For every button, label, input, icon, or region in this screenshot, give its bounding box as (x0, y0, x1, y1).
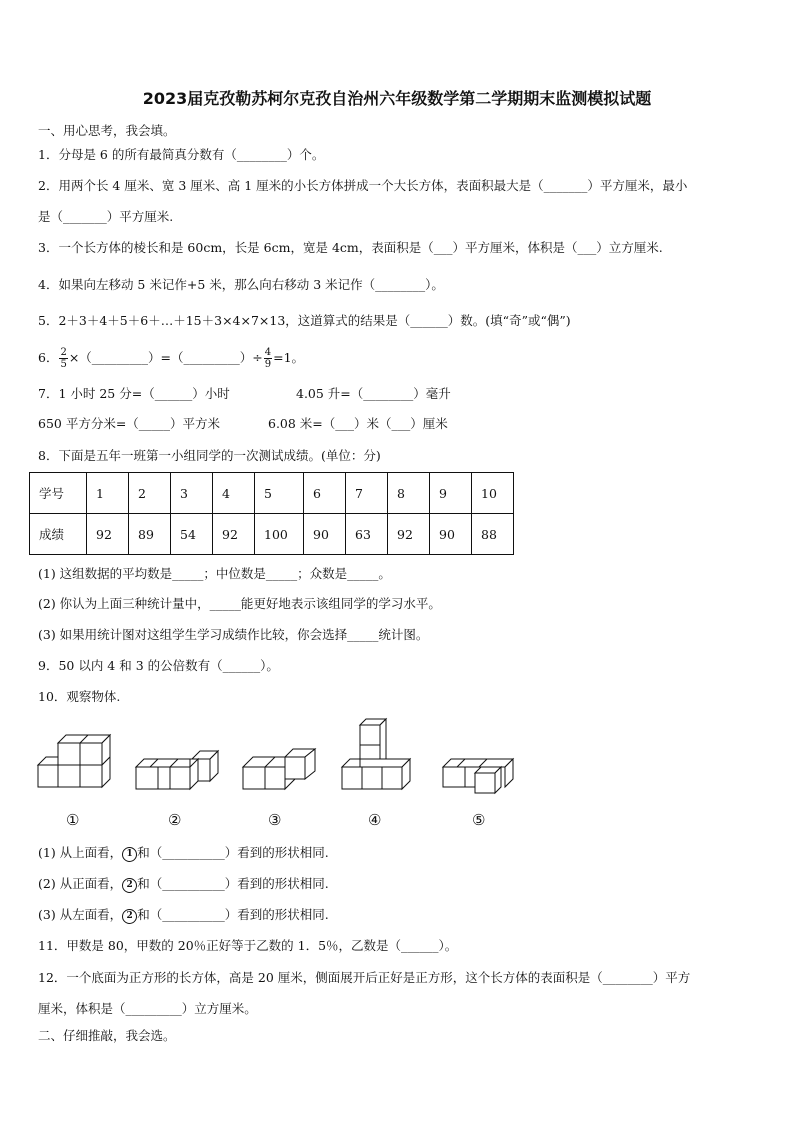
question-8-part-2: (2) 你认为上面三种统计量中，_____能更好地表示该组同学的学习水平。 (38, 596, 441, 611)
question-6-prefix: 6． (38, 350, 59, 365)
question-10-part-2 (38, 876, 329, 893)
table-cell: 3 (171, 473, 213, 514)
fraction-denominator: 5 (60, 359, 67, 370)
table-cell: 5 (255, 473, 304, 514)
question-7-line-2b: 6.08 米=（___）米（___）厘米 (268, 416, 448, 431)
table-cell: 9 (430, 473, 472, 514)
table-cell: 8 (388, 473, 430, 514)
cube-figure-2 (134, 715, 220, 795)
question-10-part-3 (38, 907, 329, 924)
cube-figure-5 (441, 715, 517, 795)
question-10-part-1-prefix: (1) 从上面看， (38, 845, 123, 860)
table-header-cell: 学号 (30, 473, 87, 514)
circled-number: 1 (122, 847, 137, 862)
question-11: 11．甲数是 80，甲数的 20％正好等于乙数的 1．5％，乙数是（______）。 (38, 938, 458, 953)
question-8-part-3: (3) 如果用统计图对这组学生学习成绩作比较，你会选择_____统计图。 (38, 627, 429, 642)
question-3: 3．一个长方体的棱长和是 60cm，长是 6cm，宽是 4cm，表面积是（___）平方厘米，体积是（___）立方厘米. (38, 240, 663, 255)
question-6-middle: ×（_________）=（_________）÷ (68, 350, 263, 365)
question-10-part-1 (38, 845, 329, 862)
fraction-four-ninths (264, 347, 272, 370)
table-cell: 89 (129, 514, 171, 555)
circled-number: 2 (122, 909, 137, 924)
section-heading-1: 一、用心思考，我会填。 (38, 123, 176, 138)
cube-figure-4 (340, 715, 412, 795)
fraction-denominator: 9 (264, 359, 272, 370)
table-header-cell: 成绩 (30, 514, 87, 555)
question-6 (38, 345, 304, 371)
question-2-line-2: 是（_______）平方厘米. (38, 209, 174, 224)
question-8-part-1: (1) 这组数据的平均数是_____；中位数是_____；众数是_____。 (38, 566, 391, 581)
table-cell: 63 (346, 514, 388, 555)
figure-label-4: ④ (368, 811, 382, 829)
table-row-scores (30, 514, 514, 555)
fraction-numerator: 2 (60, 347, 67, 358)
fraction-numerator: 4 (264, 347, 272, 358)
question-10-part-1-suffix: 和（__________）看到的形状相同. (137, 845, 329, 860)
figure-label-1: ① (66, 811, 80, 829)
page-title: 2023届克孜勒苏柯尔克孜自治州六年级数学第二学期期末监测模拟试题 (142, 89, 652, 108)
figure-label-2: ② (168, 811, 182, 829)
figure-label-5: ⑤ (472, 811, 486, 829)
table-cell: 100 (255, 514, 304, 555)
question-4: 4．如果向左移动 5 米记作+5 米，那么向右移动 3 米记作（________）。 (38, 277, 444, 292)
question-10-part-3-prefix: (3) 从左面看， (38, 907, 123, 922)
question-6-suffix: =1。 (273, 350, 305, 365)
table-cell: 6 (304, 473, 346, 514)
cube-figure-3 (241, 715, 317, 795)
table-cell: 92 (388, 514, 430, 555)
table-cell: 92 (213, 514, 255, 555)
figure-label-3: ③ (268, 811, 282, 829)
table-cell: 7 (346, 473, 388, 514)
question-9: 9．50 以内 4 和 3 的公倍数有（______）。 (38, 658, 279, 673)
question-7-line-1b: 4.05 升=（________）毫升 (296, 386, 451, 401)
section-heading-2: 二、仔细推敲，我会选。 (38, 1028, 176, 1043)
question-10-part-3-suffix: 和（__________）看到的形状相同. (137, 907, 329, 922)
table-cell: 90 (430, 514, 472, 555)
table-row-ids (30, 473, 514, 514)
table-cell: 54 (171, 514, 213, 555)
question-2-line-1: 2．用两个长 4 厘米、宽 3 厘米、高 1 厘米的小长方体拼成一个大长方体，表面积最大是（_______）平方厘米，最小 (38, 178, 688, 193)
question-12-line-2: 厘米，体积是（_________）立方厘米。 (38, 1001, 257, 1016)
question-12-line-1: 12．一个底面为正方形的长方体，高是 20 厘米，侧面展开后正好是正方形，这个长方体的表面积是（________）平方 (38, 970, 691, 985)
question-10: 10．观察物体. (38, 689, 121, 704)
question-7-line-1a: 7．1 小时 25 分=（______）小时 (38, 386, 230, 401)
question-1: 1．分母是 6 的所有最简真分数有（________）个。 (38, 147, 325, 162)
question-8: 8．下面是五年一班第一小组同学的一次测试成绩。(单位：分) (38, 448, 381, 463)
question-5: 5．2＋3＋4＋5＋6＋…＋15＋3×4×7×13，这道算式的结果是（______）数。(填“奇”或“偶”) (38, 313, 571, 328)
table-cell: 1 (87, 473, 129, 514)
circled-number: 2 (122, 878, 137, 893)
question-10-part-2-prefix: (2) 从正面看， (38, 876, 123, 891)
score-table (29, 472, 514, 555)
table-cell: 88 (472, 514, 514, 555)
table-cell: 2 (129, 473, 171, 514)
table-cell: 92 (87, 514, 129, 555)
question-10-part-2-suffix: 和（__________）看到的形状相同. (137, 876, 329, 891)
fraction-two-fifths (59, 347, 67, 370)
question-7-line-2a: 650 平方分米=（_____）平方米 (38, 416, 221, 431)
table-cell: 90 (304, 514, 346, 555)
table-cell: 10 (472, 473, 514, 514)
cube-figure-1 (36, 715, 112, 795)
table-cell: 4 (213, 473, 255, 514)
